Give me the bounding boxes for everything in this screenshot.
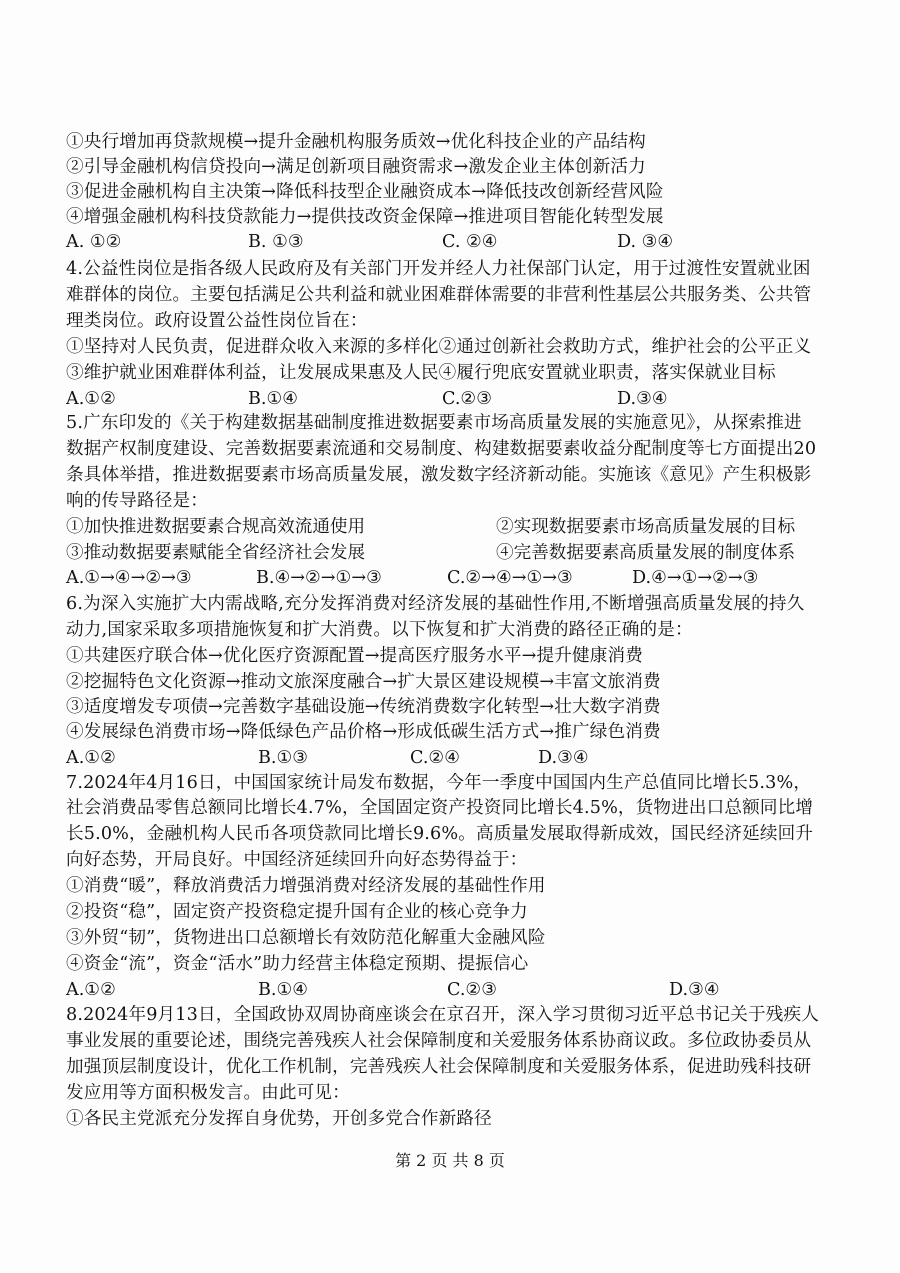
q7-stem-1: 7.2024年4月16日，中国国家统计局发布数据，今年一季度中国国内生产总值同比增长5.3%， <box>66 773 812 793</box>
q5-option-1: ①加快推进数据要素合规高效流通使用 <box>66 517 366 537</box>
choice-d: D.③④ <box>669 980 720 1000</box>
q7-option-2: ②投资“稳”，固定资产投资稳定提升国有企业的核心竞争力 <box>66 902 528 922</box>
q4-choices <box>66 387 846 411</box>
q5-stem-2: 数据产权制度建设、完善数据要素流通和交易制度、构建数据要素收益分配制度等七方面提出20 <box>66 439 817 459</box>
q4-stem-2: 难群体的岗位。主要包括满足公共利益和就业困难群体需要的非营利性基层公共服务类、公共管 <box>66 285 812 305</box>
choice-d: D.③④ <box>538 748 589 768</box>
q6-option-3: ③适度增发专项债→完善数字基础设施→传统消费数字化转型→壮大数字消费 <box>66 697 661 717</box>
q5-option-3: ③推动数据要素赋能全省经济社会发展 <box>66 543 366 563</box>
choice-b: B.①④ <box>248 389 299 409</box>
q5-choices <box>66 566 846 590</box>
q5-option-4: ④完善数据要素高质量发展的制度体系 <box>496 543 796 563</box>
choice-a: A.①② <box>66 389 116 409</box>
q6-option-4: ④发展绿色消费市场→降低绿色产品价格→形成低碳生活方式→推广绿色消费 <box>66 722 661 742</box>
q5-option-2: ②实现数据要素市场高质量发展的目标 <box>496 517 796 537</box>
q7-option-1: ①消费“暖”，释放消费活力增强消费对经济发展的基础性作用 <box>66 876 546 896</box>
q4-option-line-1: ①坚持对人民负责，促进群众收入来源的多样化②通过创新社会救助方式，维护社会的公平正义 <box>66 337 812 357</box>
choice-a: A.①② <box>66 748 116 768</box>
q6-stem-2: 动力,国家采取多项措施恢复和扩大消费。以下恢复和扩大消费的路径正确的是： <box>66 620 693 640</box>
q8-stem-3: 加强顶层制度设计，优化工作机制，完善残疾人社会保障制度和关爱服务体系，促进助残科技研 <box>66 1057 812 1077</box>
q5-option-row-1 <box>66 515 846 539</box>
q7-stem-3: 长5.0%，金融机构人民币各项贷款同比增长9.6%。高质量发展取得新成效，国民经济延续回升 <box>66 824 814 844</box>
choice-b: B. ①③ <box>248 232 304 252</box>
q3-option-1: ①央行增加再贷款规模→提升金融机构服务质效→优化科技企业的产品结构 <box>66 132 646 152</box>
q5-stem-4: 响的传导路径是： <box>66 491 208 511</box>
q3-option-3: ③促进金融机构自主决策→降低科技型企业融资成本→降低技改创新经营风险 <box>66 182 664 202</box>
q6-option-1: ①共建医疗联合体→优化医疗资源配置→提高医疗服务水平→提升健康消费 <box>66 646 643 666</box>
q4-stem-1: 4.公益性岗位是指各级人民政府及有关部门开发并经人力社保部门认定，用于过渡性安置就业困 <box>66 259 811 279</box>
choice-a: A.①② <box>66 980 116 1000</box>
q7-option-4: ④资金“流”，资金“活水”助力经营主体稳定预期、提振信心 <box>66 954 529 974</box>
page-number: 第 2 页 共 8 页 <box>395 1151 505 1170</box>
q6-stem-1: 6.为深入实施扩大内需战略,充分发挥消费对经济发展的基础性作用,不断增强高质量发展的持久 <box>66 594 805 614</box>
choice-c: C. ②④ <box>442 232 498 252</box>
q8-stem-2: 事业发展的重要论述，围绕完善残疾人社会保障制度和关爱服务体系协商议政。多位政协委员从 <box>66 1031 812 1051</box>
q6-choices <box>66 746 846 770</box>
q8-option-1: ①各民主党派充分发挥自身优势，开创多党合作新路径 <box>66 1109 492 1129</box>
choice-a: A. ①② <box>66 232 122 252</box>
q8-stem-4: 发应用等方面积极发言。由此可见： <box>66 1083 350 1103</box>
choice-b: B.④→②→①→③ <box>256 568 382 588</box>
choice-d: D.④→①→②→③ <box>632 568 759 588</box>
q6-option-2: ②挖掘特色文化资源→推动文旅深度融合→扩大景区建设规模→丰富文旅消费 <box>66 672 661 692</box>
choice-b: B.①④ <box>258 980 309 1000</box>
q7-choices <box>66 978 846 1002</box>
q5-option-row-2 <box>66 541 846 565</box>
choice-d: D. ③④ <box>617 232 674 252</box>
q7-option-3: ③外贸“韧”，货物进出口总额增长有效防范化解重大金融风险 <box>66 928 546 948</box>
q5-stem-1: 5.广东印发的《关于构建数据基础制度推进数据要素市场高质量发展的实施意见》，从探索推进 <box>66 413 802 433</box>
choice-c: C.②④ <box>410 748 460 768</box>
choice-a: A.①→④→②→③ <box>66 568 192 588</box>
q4-stem-3: 理类岗位。政府设置公益性岗位旨在： <box>66 311 368 331</box>
choice-c: C.②③ <box>442 389 492 409</box>
q7-stem-4: 向好态势，开局良好。中国经济延续回升向好态势得益于： <box>66 850 528 870</box>
choice-c: C.②③ <box>447 980 497 1000</box>
choice-c: C.②→④→①→③ <box>447 568 573 588</box>
q4-option-line-2: ③维护就业困难群体利益，让发展成果惠及人民④履行兜底安置就业职责，落实保就业目标 <box>66 363 776 383</box>
q5-stem-3: 条具体举措，推进数据要素市场高质量发展，激发数字经济新动能。实施该《意见》产生积极影 <box>66 465 812 485</box>
q3-choices <box>66 230 846 254</box>
q8-stem-1: 8.2024年9月13日，全国政协双周协商座谈会在京召开，深入学习贯彻习近平总书记关于残疾人 <box>66 1005 820 1025</box>
q3-option-2: ②引导金融机构信贷投向→满足创新项目融资需求→激发企业主体创新活力 <box>66 157 646 177</box>
choice-b: B.①③ <box>258 748 309 768</box>
q3-option-4: ④增强金融机构科技贷款能力→提供技改资金保障→推进项目智能化转型发展 <box>66 207 664 227</box>
choice-d: D.③④ <box>617 389 668 409</box>
q7-stem-2: 社会消费品零售总额同比增长4.7%，全国固定资产投资同比增长4.5%，货物进出口总额同比增 <box>66 798 814 818</box>
